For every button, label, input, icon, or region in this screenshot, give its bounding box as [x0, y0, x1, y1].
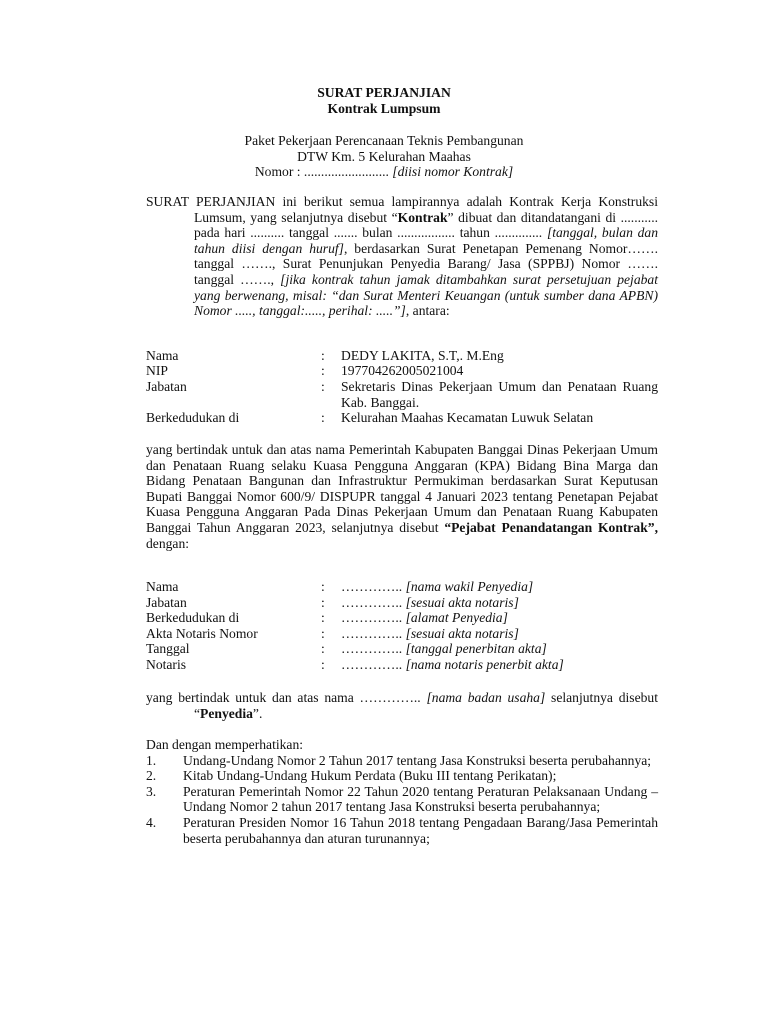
party2-label: Nama: [146, 579, 179, 594]
party2-dots: …………..: [341, 626, 403, 641]
party2-label: Akta Notaris Nomor: [146, 626, 258, 641]
party2-dots: …………..: [341, 579, 403, 594]
party2-value: [341, 641, 658, 657]
package-name-line2: DTW Km. 5 Kelurahan Maahas: [297, 149, 471, 164]
party1-colon: :: [321, 363, 325, 378]
considering-section: [146, 737, 658, 846]
party2-dots: …………..: [341, 610, 403, 625]
list-item-number: 4.: [146, 814, 157, 830]
party1-colon: :: [321, 410, 325, 425]
document-title: SURAT PERJANJIAN: [317, 85, 451, 100]
party2-hint: [sesuai akta notaris]: [405, 595, 519, 610]
contract-number-line: [0, 164, 768, 180]
party1-colon: :: [321, 379, 325, 394]
party1-kedudukan-label: Berkedudukan di: [146, 410, 240, 425]
package-name-line1: Paket Pekerjaan Perencanaan Teknis Pembangunan: [244, 133, 524, 148]
party2-hint: [nama wakil Penyedia]: [405, 579, 534, 594]
party2-text-c: ”.: [252, 705, 263, 721]
party2-colon: :: [321, 641, 325, 656]
party2-value: [341, 595, 658, 611]
party2-label: Jabatan: [146, 595, 187, 610]
party2-dots: …………..: [341, 657, 403, 672]
party1-nip-value: 197704262005021004: [341, 363, 464, 378]
party2-hint: [tanggal penerbitan akta]: [405, 641, 547, 656]
party2-value: [341, 657, 658, 673]
party1-nip-label: NIP: [146, 363, 168, 378]
party2-dots: …………..: [341, 641, 403, 656]
penyedia-term: Penyedia: [200, 705, 253, 721]
list-item-text: Kitab Undang-Undang Hukum Perdata (Buku III tentang Perikatan);: [183, 768, 557, 784]
list-item-text: Undang-Undang Nomor 2 Tahun 2017 tentang Jasa Konstruksi beserta perubahannya;: [183, 752, 652, 768]
party2-hint: [sesuai akta notaris]: [405, 626, 519, 641]
party2-colon: :: [321, 595, 325, 610]
party1-jabatan-label: Jabatan: [146, 379, 187, 394]
considering-list: [146, 753, 658, 847]
party1-description-end: dengan:: [146, 535, 190, 551]
ppk-term: “Pejabat Penandatangan Kontrak”,: [444, 519, 658, 535]
list-item: [146, 815, 658, 846]
contract-number-hint: [diisi nomor Kontrak]: [392, 164, 514, 179]
document-subtitle: Kontrak Lumpsum: [327, 101, 441, 116]
party1-colon: :: [321, 348, 325, 363]
considering-heading: Dan dengan memperhatikan:: [146, 737, 304, 752]
list-item-text: Peraturan Presiden Nomor 16 Tahun 2018 tentang Pengadaan Barang/Jasa Pemerintah beserta perubahannya dan aturan turunannya;: [183, 814, 658, 846]
intro-text-c: , berdasarkan Surat Penetapan Pemenang Nomor……. tanggal ……., Surat Penunjukan Penyedia Barang/ Jasa (SPPBJ) Nomor ……. tanggal …….,: [194, 240, 658, 287]
party1-nama-label: Nama: [146, 348, 179, 363]
party2-value: [341, 626, 658, 642]
party2-label: Tanggal: [146, 641, 190, 656]
party1-description: [146, 442, 658, 551]
party2-description: [146, 690, 658, 721]
intro-text-a: SURAT PERJANJIAN ini berikut semua lampirannya adalah Kontrak Kerja Konstruksi Lumsum, yang selanjutnya disebut “: [146, 194, 658, 225]
party1-jabatan-value: Sekretaris Dinas Pekerjaan Umum dan Penataan Ruang Kab. Banggai.: [341, 379, 658, 410]
party2-value: [341, 579, 658, 595]
party2-label: Berkedudukan di: [146, 610, 240, 625]
list-item: [146, 768, 658, 784]
intro-hint-multiyear: [jika kontrak tahun jamak ditambahkan surat persetujuan pejabat yang berwenang, misal: “dan Surat Menteri Keuangan (untuk sumber dana APBN) Nomor ....., tanggal:....., perihal: .....”]: [194, 271, 658, 319]
party1-kedudukan-value: Kelurahan Maahas Kecamatan Luwuk Selatan: [341, 410, 594, 425]
party2-hint: [alamat Penyedia]: [405, 610, 508, 625]
list-item: [146, 753, 658, 769]
party2-text-a: yang bertindak untuk dan atas nama …………..: [146, 690, 427, 705]
party2-colon: :: [321, 579, 325, 594]
list-item-text: Peraturan Pemerintah Nomor 22 Tahun 2020 tentang Peraturan Pelaksanaan Undang – Undang Nomor 2 tahun 2017 tentang Jasa Konstruksi beserta perubahannya;: [183, 783, 658, 815]
intro-kontrak-term: Kontrak: [397, 209, 448, 225]
list-item-number: 2.: [146, 768, 157, 784]
intro-text-d: , antara:: [405, 303, 450, 319]
intro-text-b: ” dibuat dan ditandatangani di ........... pada hari .......... tanggal ....... bulan ................. tahun ..............: [194, 209, 658, 241]
party2-value: [341, 610, 658, 626]
party2-text-b: selanjutnya disebut “: [194, 690, 658, 721]
party2-colon: :: [321, 657, 325, 672]
party2-label: Notaris: [146, 657, 187, 672]
party2-hint: [nama notaris penerbit akta]: [405, 657, 564, 672]
list-item-number: 1.: [146, 752, 157, 768]
intro-paragraph: [146, 194, 658, 319]
party1-description-text: yang bertindak untuk dan atas nama Pemerintah Kabupaten Banggai Dinas Pekerjaan Umum dan Penataan Ruang selaku Kuasa Pengguna Anggaran (KPA) Bidang Bina Marga dan Bidang Penataan Bangunan dan Infrastruktur Permukiman berdasarkan Surat Keputusan Bupati Banggai Nomor 600/9/ DISPUPR tanggal 4 Januari 2023 tentang Penetapan Pejabat Kuasa Pengguna Anggaran Pada Dinas Pekerjaan Umum dan Penataan Ruang Kabupaten Banggai Tahun Anggaran 2023, selanjutnya disebut: [146, 442, 658, 535]
list-item: [146, 784, 658, 815]
party2-hint-company: [nama badan usaha]: [426, 690, 546, 705]
party2-colon: :: [321, 626, 325, 641]
party2-dots: …………..: [341, 595, 403, 610]
intro-hint-date: [tanggal, bulan dan tahun diisi dengan huruf]: [194, 225, 658, 256]
list-item-number: 3.: [146, 783, 157, 799]
party2-colon: :: [321, 610, 325, 625]
contract-number-prefix: Nomor : .........................: [254, 164, 393, 179]
party1-nama-value: DEDY LAKITA, S.T,. M.Eng: [341, 348, 504, 363]
